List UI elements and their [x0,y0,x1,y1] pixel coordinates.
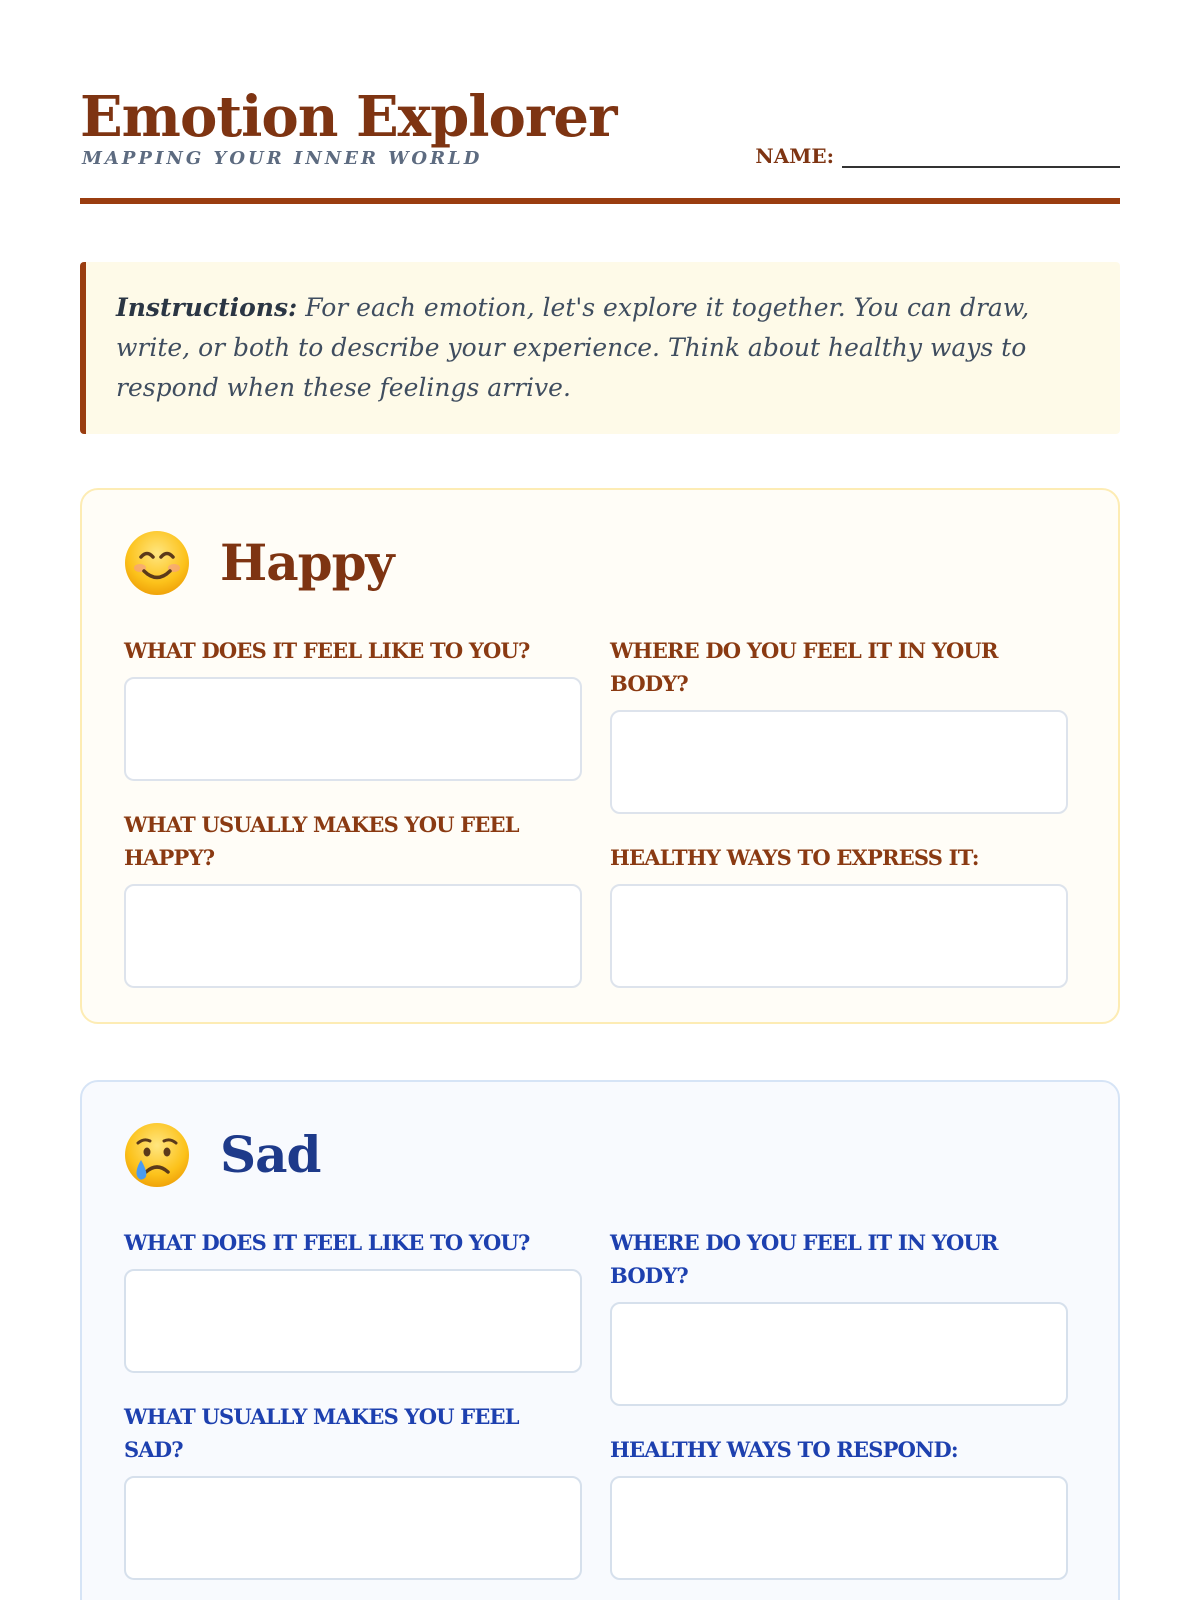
page-title: Emotion Explorer [80,84,617,150]
smiling-face-icon [124,530,190,596]
answer-box[interactable] [124,1269,582,1373]
emotion-header [124,530,394,596]
prompt-label: WHAT USUALLY MAKES YOU FEEL SAD? [124,1404,519,1462]
crying-face-icon [124,1122,190,1188]
answer-box[interactable] [124,1476,582,1580]
emotion-card-happy [80,488,1120,1024]
answer-box[interactable] [610,884,1068,988]
name-field [755,144,1120,168]
instructions-text: For each emotion, let's explore it together. You can draw, write, or both to describe your experience. Think about healthy ways to respond when these feelings arrive. [116,293,1030,402]
prompt-label: WHERE DO YOU FEEL IT IN YOUR BODY? [610,1230,998,1288]
answer-box[interactable] [610,1476,1068,1580]
prompt-body-location [610,634,1068,814]
emotion-header [124,1122,320,1188]
name-label: NAME: [755,144,834,168]
prompt-label: WHAT DOES IT FEEL LIKE TO YOU? [124,638,530,663]
page-subtitle: MAPPING YOUR INNER WORLD [82,148,483,169]
prompt-label: WHERE DO YOU FEEL IT IN YOUR BODY? [610,638,998,696]
prompt-label: HEALTHY WAYS TO EXPRESS IT: [610,845,979,870]
prompt-triggers [124,1400,582,1580]
worksheet-header [80,80,1120,204]
emotion-title: Sad [220,1125,321,1184]
emotion-card-sad [80,1080,1120,1600]
answer-box[interactable] [610,1302,1068,1406]
prompt-feel-like [124,634,582,781]
prompt-body-location [610,1226,1068,1406]
prompt-triggers [124,808,582,988]
prompt-label: HEALTHY WAYS TO RESPOND: [610,1437,958,1462]
instructions-box [80,262,1120,434]
prompt-label: WHAT USUALLY MAKES YOU FEEL HAPPY? [124,812,519,870]
prompt-label: WHAT DOES IT FEEL LIKE TO YOU? [124,1230,530,1255]
answer-box[interactable] [610,710,1068,814]
instructions-lead: Instructions: [116,293,298,322]
answer-box[interactable] [124,677,582,781]
prompt-healthy-ways [610,841,1068,988]
name-input-line[interactable] [842,144,1120,168]
prompt-healthy-ways [610,1433,1068,1580]
answer-box[interactable] [124,884,582,988]
prompt-feel-like [124,1226,582,1373]
emotion-title: Happy [220,533,394,592]
